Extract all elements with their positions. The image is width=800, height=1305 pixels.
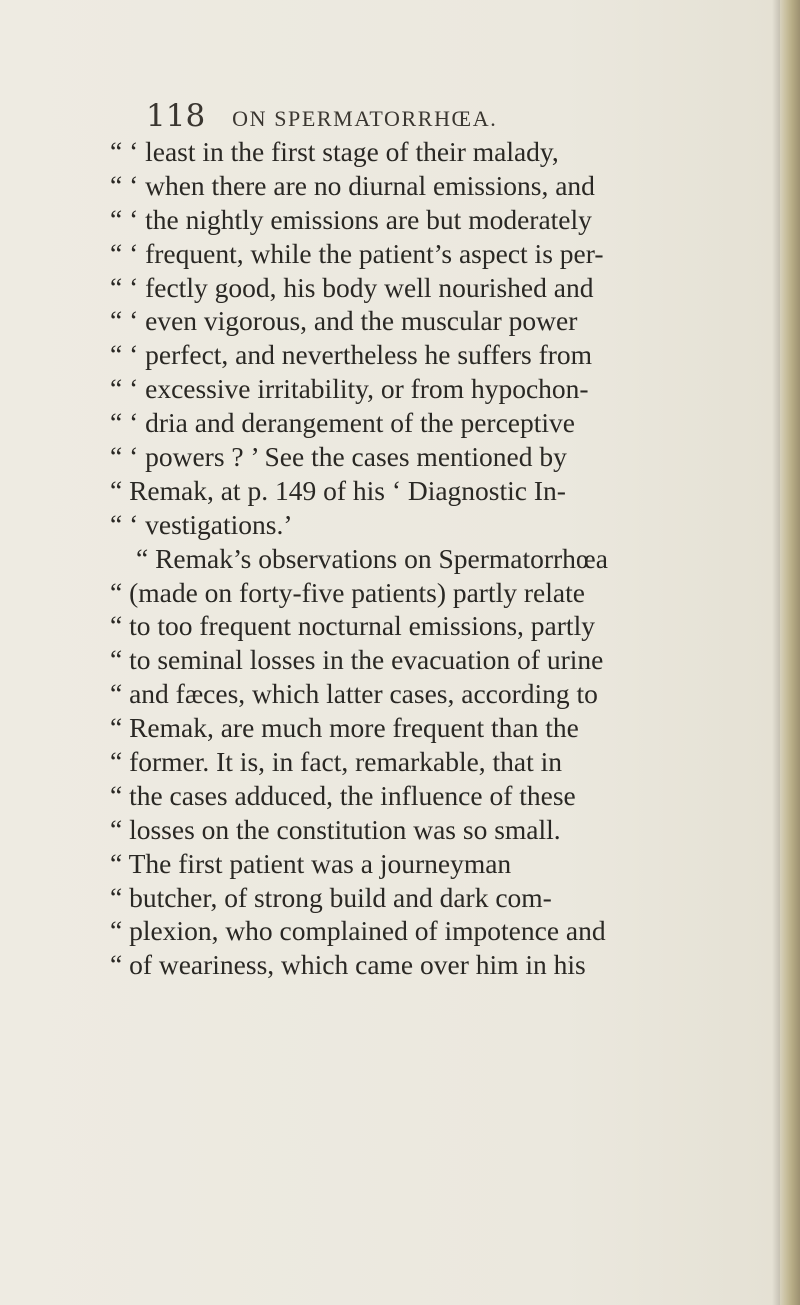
- text-line: “ Remak, at p. 149 of his ‘ Diagnostic In-: [110, 474, 566, 506]
- text-line: “ ‘ frequent, while the patient’s aspect is per-: [110, 237, 604, 269]
- text-line: “ The first patient was a journeyman: [110, 847, 512, 879]
- text-line: “ ‘ fectly good, his body well nourished and: [110, 271, 594, 303]
- text-line: “ ‘ least in the first stage of their malady,: [110, 136, 559, 167]
- body-text: [110, 135, 790, 982]
- text-line: “ ‘ the nightly emissions are but moderately: [110, 203, 592, 235]
- text-line: “ ‘ when there are no diurnal emissions, and: [110, 169, 595, 201]
- text-line: “ ‘ dria and derangement of the perceptive: [110, 407, 575, 439]
- text-line: “ of weariness, which came over him in his: [110, 949, 586, 981]
- page-number: 118: [146, 98, 206, 134]
- text-line: “ to too frequent nocturnal emissions, partly: [110, 610, 595, 642]
- text-line: “ ‘ even vigorous, and the muscular power: [110, 305, 578, 337]
- text-line: “ ‘ powers ? ’ See the cases mentioned by: [110, 441, 567, 473]
- text-line: “ (made on forty-five patients) partly relate: [110, 576, 585, 608]
- running-head: [146, 98, 497, 134]
- running-title: ON SPERMATORRHŒA.: [232, 106, 498, 131]
- paragraph-start-line: “ Remak’s observations on Spermatorrhœa: [136, 542, 608, 574]
- text-line: “ plexion, who complained of impotence and: [110, 915, 606, 947]
- text-line: “ to seminal losses in the evacuation of urine: [110, 644, 604, 676]
- text-line: “ butcher, of strong build and dark com-: [110, 881, 552, 913]
- text-line: “ ‘ vestigations.’: [110, 508, 293, 540]
- text-line: “ losses on the constitution was so small.: [110, 813, 561, 845]
- text-line: “ ‘ perfect, and nevertheless he suffers from: [110, 339, 593, 371]
- text-line: “ the cases adduced, the influence of these: [110, 779, 576, 811]
- text-line: “ former. It is, in fact, remarkable, that in: [110, 746, 563, 778]
- text-line: “ Remak, are much more frequent than the: [110, 712, 579, 744]
- text-line: “ ‘ excessive irritability, or from hypochon-: [110, 373, 589, 405]
- text-line: “ and fæces, which latter cases, according to: [110, 678, 598, 710]
